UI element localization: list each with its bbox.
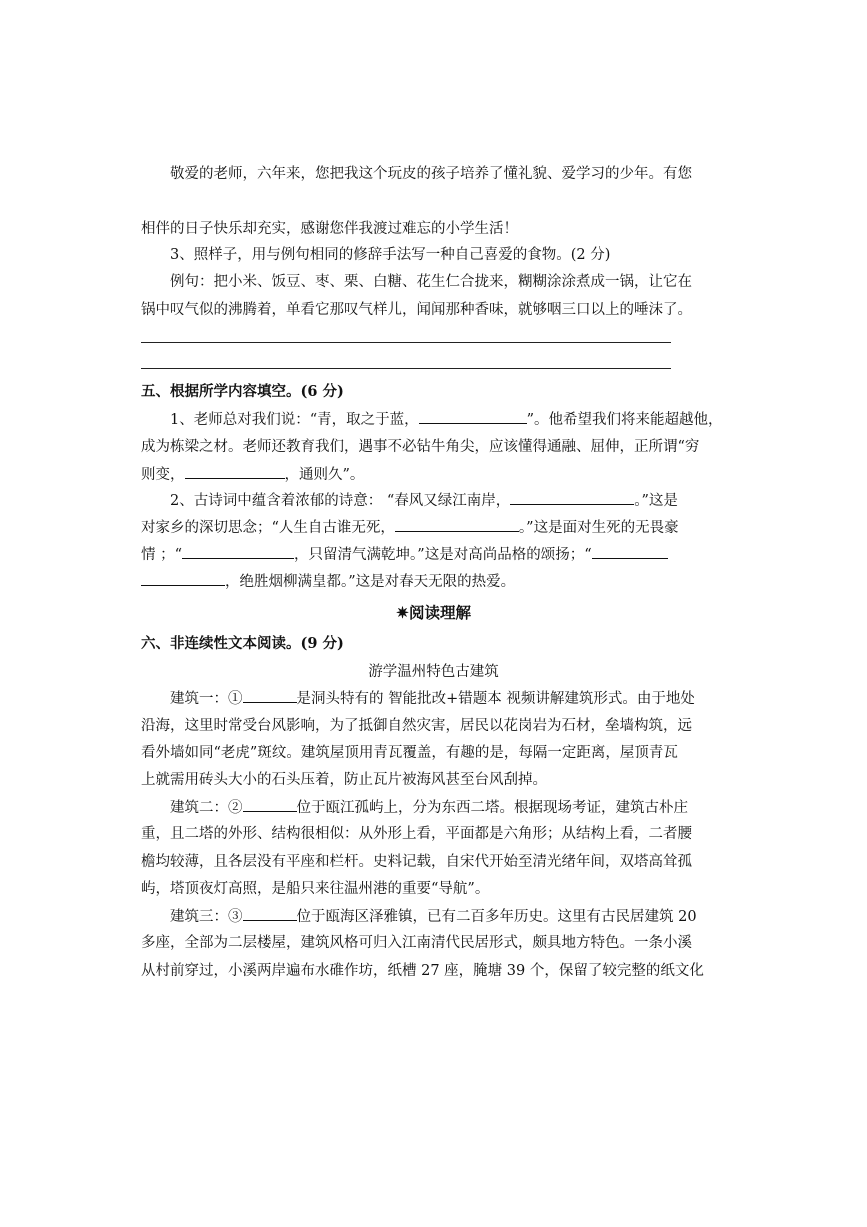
question-1-line: 成为栋梁之材。老师还教育我们，遇事不必钻牛角尖，应该懂得通融、屈伸，正所谓“穷 [141, 439, 700, 455]
article-title: 游学温州特色古建筑 [368, 664, 499, 680]
text: 是洞头特有的 智能批改+错题本 视频讲解建筑形式。由于地处 [296, 691, 695, 707]
question-2-line [141, 571, 515, 592]
paragraph-line: 多座，全部为二层楼屋，建筑风格可归入江南清代民居形式，颇具地方特色。一条小溪 [141, 935, 692, 951]
section-6-title: 六、非连续性文本阅读。(9 分) [141, 635, 344, 652]
fill-blank[interactable] [419, 409, 527, 424]
text: 位于瓯海区泽雅镇，已有二百多年历史。这里有古民居建筑 20 [296, 909, 697, 925]
passage-line: 相伴的日子快乐却充实，感谢您伴我渡过难忘的小学生活！ [141, 221, 518, 237]
fill-blank[interactable] [243, 797, 297, 812]
text: 。”这是 [634, 493, 678, 509]
paragraph-line: 上就需用砖头大小的石头压着，防止瓦片被海风甚至台风刮掉。 [141, 772, 547, 788]
fill-blank[interactable] [185, 464, 285, 479]
fill-blank[interactable] [243, 688, 297, 703]
text: ”。他希望我们将来能超越他， [526, 412, 723, 428]
text: 。”这是面对生死的无畏豪 [518, 520, 679, 536]
question-1-line [170, 409, 723, 430]
answer-line[interactable] [141, 342, 671, 343]
example-line: 锅中叹气似的沸腾着，单看它那叹气样儿，闻闻那种香味，就够咽三口以上的唾沫了。 [141, 302, 692, 318]
paragraph-line: 檐均较薄，且各层没有平座和栏杆。史料记载，自宋代开始至清光绪年间，双塔高耸孤 [141, 854, 692, 870]
text: 则变， [141, 467, 185, 483]
fill-blank[interactable] [141, 571, 225, 586]
building-2-line [170, 797, 688, 818]
passage-line: 敬爱的老师，六年来，您把我这个玩皮的孩子培养了懂礼貌、爱学习的少年。有您 [170, 166, 692, 182]
question-3: 3、照样子，用与例句相同的修辞手法写一种自己喜爱的食物。(2 分) [170, 247, 611, 263]
paragraph-line: 看外墙如同“老虎”斑纹。建筑屋顶用青瓦覆盖，有趣的是，每隔一定距离，屋顶青瓦 [141, 745, 678, 761]
question-2-line [141, 544, 668, 565]
question-2-line [170, 490, 678, 511]
section-5-title: 五、根据所学内容填空。(6 分) [141, 383, 344, 400]
paragraph-line: 从村前穿过，小溪两岸遍布水碓作坊，纸槽 27 座，腌塘 39 个，保留了较完整的纸文化 [141, 963, 704, 979]
text: 2、古诗词中蕴含着浓郁的诗意： “春风又绿江南岸， [170, 493, 511, 509]
answer-line[interactable] [141, 368, 671, 369]
paragraph-line: 屿，塔顶夜灯高照，是船只来往温州港的重要“导航”。 [141, 881, 490, 897]
text: 对家乡的深切思念；“人生自古谁无死， [141, 520, 395, 536]
text: 建筑一：① [170, 691, 243, 707]
paragraph-line: 沿海，这里时常受台风影响，为了抵御自然灾害，居民以花岗岩为石材，垒墙构筑，远 [141, 718, 692, 734]
fill-blank[interactable] [182, 544, 294, 559]
fill-blank[interactable] [592, 544, 668, 559]
text: ，通则久”。 [284, 467, 365, 483]
text: 1、老师总对我们说：“青，取之于蓝， [170, 412, 419, 428]
example-line: 例句：把小米、饭豆、枣、栗、白糖、花生仁合拢来，糊糊涂涂煮成一锅，让它在 [170, 274, 692, 290]
fill-blank[interactable] [243, 906, 297, 921]
reading-banner: ✷阅读理解 [396, 603, 471, 622]
question-2-line [141, 517, 679, 538]
fill-blank[interactable] [510, 490, 634, 505]
question-1-line [141, 464, 364, 485]
text: ，绝胜烟柳满皇都。”这是对春天无限的热爱。 [225, 574, 516, 590]
text: 位于瓯江孤屿上，分为东西二塔。根据现场考证，建筑古朴庄 [296, 800, 688, 816]
text: ，只留清气满乾坤。”这是对高尚品格的颂扬；“ [294, 547, 592, 563]
building-1-line [170, 688, 695, 709]
text: 情 ；“ [141, 547, 183, 563]
fill-blank[interactable] [395, 517, 519, 532]
paragraph-line: 重，且二塔的外形、结构很相似：从外形上看，平面都是六角形；从结构上看，二者腰 [141, 826, 692, 842]
text: 建筑三：③ [170, 909, 243, 925]
building-3-line [170, 906, 697, 927]
text: 建筑二：② [170, 800, 243, 816]
